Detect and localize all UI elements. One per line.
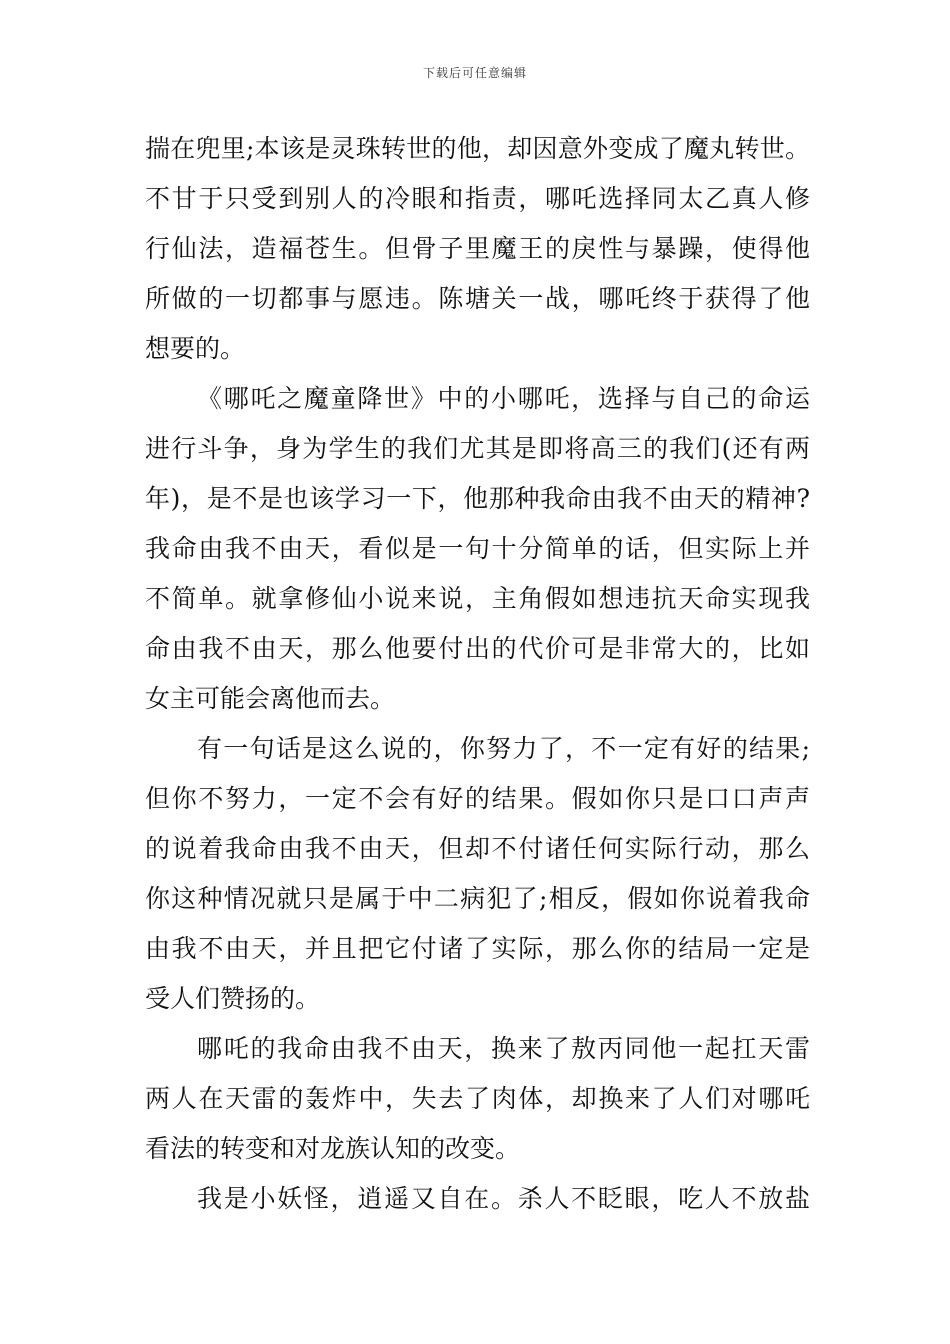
text-line: 你这种情况就只是属于中二病犯了;相反，假如你说着我命: [145, 884, 810, 913]
text-line: 不简单。就拿修仙小说来说，主角假如想违抗天命实现我: [145, 584, 810, 613]
text-line: 我命由我不由天，看似是一句十分简单的话，但实际上并: [145, 534, 810, 563]
text-line: 看法的转变和对龙族认知的改变。: [145, 1134, 521, 1163]
text-line: 年)，是不是也该学习一下，他那种我命由我不由天的精神?: [145, 484, 810, 513]
text-line: 受人们赞扬的。: [145, 984, 321, 1013]
text-line: 的说着我命由我不由天，但却不付诸任何实际行动，那么: [145, 834, 810, 863]
text-line: 想要的。: [145, 334, 246, 363]
text-line: 我是小妖怪，逍遥又自在。杀人不眨眼，吃人不放盐: [197, 1184, 810, 1213]
document-body: [145, 124, 810, 1224]
text-line: 但你不努力，一定不会有好的结果。假如你只是口口声声: [145, 784, 810, 813]
text-line: 哪吒的我命由我不由天，换来了敖丙同他一起扛天雷: [197, 1034, 810, 1063]
text-line: 不甘于只受到别人的冷眼和指责，哪吒选择同太乙真人修: [145, 184, 810, 213]
text-line: 两人在天雷的轰炸中，失去了肉体，却换来了人们对哪吒: [145, 1084, 810, 1113]
text-line: 进行斗争，身为学生的我们尤其是即将高三的我们(还有两: [145, 434, 810, 463]
text-line: 揣在兜里;本该是灵珠转世的他，却因意外变成了魔丸转世。: [145, 134, 810, 163]
text-line: 《哪吒之魔童降世》中的小哪吒，选择与自己的命运: [197, 384, 810, 413]
page-header: 下载后可任意编辑: [422, 66, 527, 80]
text-line: 命由我不由天，那么他要付出的代价可是非常大的，比如: [145, 634, 810, 663]
text-line: 所做的一切都事与愿违。陈塘关一战，哪吒终于获得了他: [145, 284, 810, 313]
text-line: 有一句话是这么说的，你努力了，不一定有好的结果;: [197, 734, 810, 763]
text-line: 女主可能会离他而去。: [145, 684, 396, 713]
text-line: 行仙法，造福苍生。但骨子里魔王的戾性与暴躁，使得他: [145, 234, 810, 263]
text-line: 由我不由天，并且把它付诸了实际，那么你的结局一定是: [145, 934, 810, 963]
